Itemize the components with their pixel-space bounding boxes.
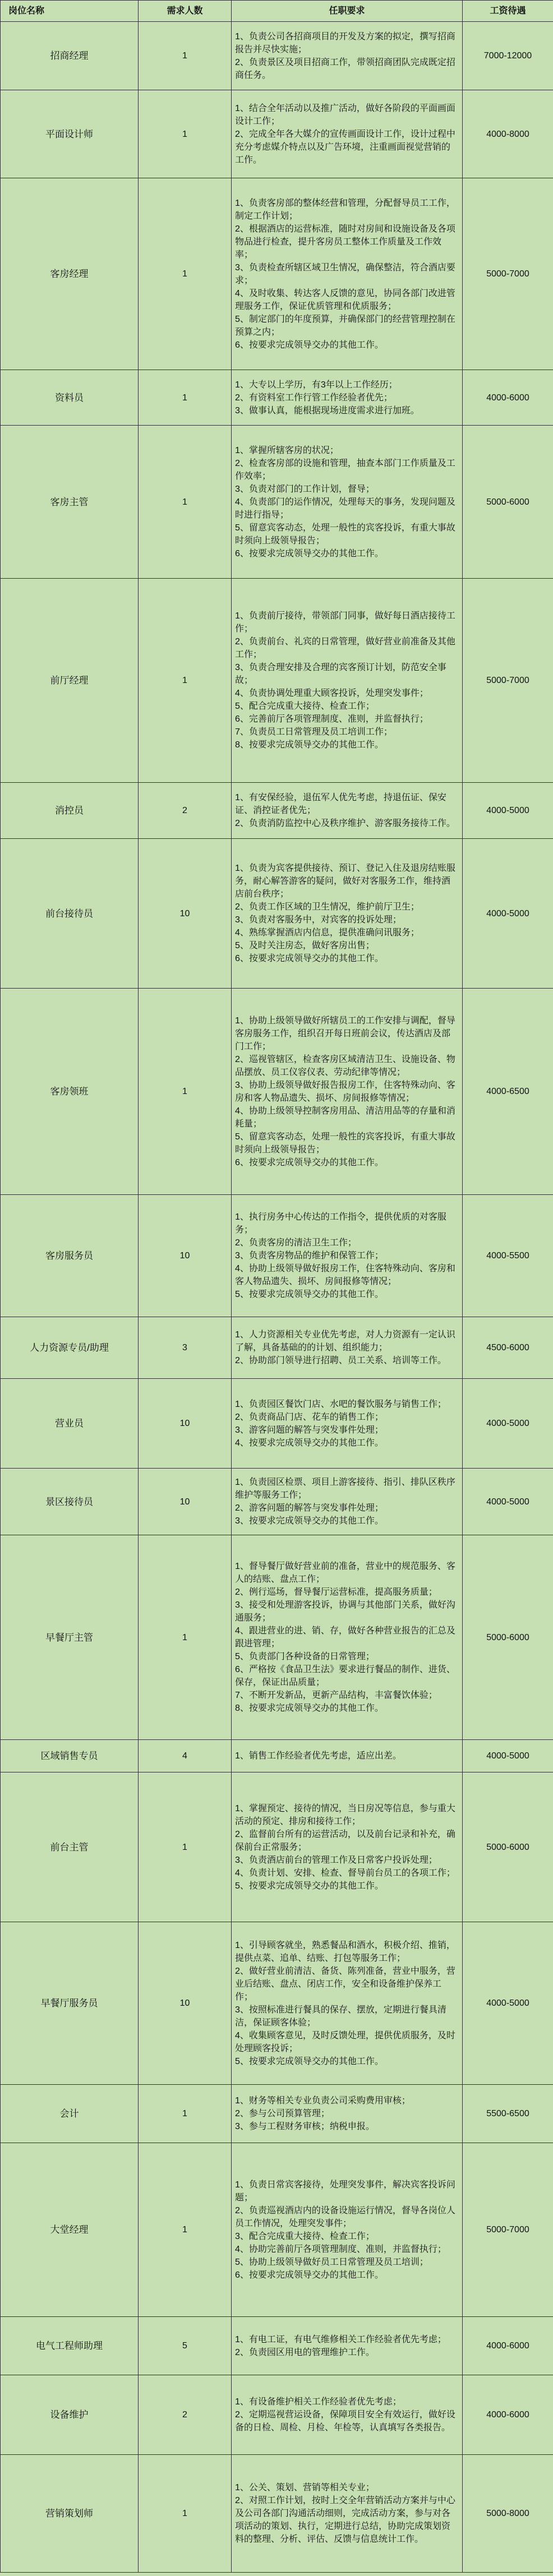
position-row [1,1195,553,1317]
position-title: 景区接待员 [1,1469,139,1535]
requirement-item: 2、负责商品门店、花车的销售工作； [235,1412,384,1422]
requirements-cell [232,1772,463,1922]
requirement-item: 3、负责合理安排及合理的宾客预订计划，防范安全事故； [235,663,446,685]
requirement-item: 1、公关、策划、营销等相关专业； [235,2483,375,2492]
requirements-cell [232,178,463,370]
requirement-item: 1、督导餐厅做好营业前的准备，营业中的规范服务、客人的结账、盘点工作； [235,1562,455,1584]
headcount: 1 [139,370,232,426]
salary: 4000-5000 [463,839,553,989]
position-title: 招商经理 [1,22,139,90]
position-title: 前台接待员 [1,839,139,989]
position-title: 资料员 [1,370,139,426]
requirement-item: 5、按要求完成领导交办的其他工作。 [235,1881,384,1891]
requirement-item: 3、按照标准进行餐具的保存、摆放，定期进行餐具清洁，保证顾客体验； [235,2005,446,2028]
position-title: 人力资源专员/助理 [1,1317,139,1379]
position-row [1,579,553,783]
requirement-item: 5、按要求完成领导交办的其他工作。 [235,1290,384,1299]
headcount: 1 [139,2085,232,2143]
requirement-item: 2、定期巡视营运设备，保障项目安全有效运行，做好设备的日检、周检、月检、年检等，认真填写各类报告。 [235,2410,455,2432]
requirements-cell [232,1922,463,2085]
requirement-item: 6、按要求完成领导交办的其他工作。 [235,954,384,963]
position-title: 营业员 [1,1379,139,1469]
salary: 4000-5000 [463,1740,553,1772]
requirements-cell [232,1740,463,1772]
headcount: 2 [139,2375,232,2455]
requirement-item: 4、负责计划、安排、检查、督导前台员工的各项工作； [235,1868,455,1878]
position-title: 设备维护 [1,2375,139,2455]
requirement-item: 6、按要求完成领导交办的其他工作。 [235,548,384,558]
requirement-item: 3、负责对客服务中，对宾客的投诉处理； [235,915,402,925]
salary: 5000-7000 [463,579,553,783]
salary: 4500-6000 [463,1317,553,1379]
salary: 4000-5500 [463,1195,553,1317]
requirement-item: 4、负责协调处理重大顾客投诉，处理突发事件； [235,689,428,698]
requirement-item: 2、负责前台、礼宾的日常管理，做好营业前准备及其他工作； [235,637,455,659]
requirement-item: 2、做好营业前清洁、备货、陈列准备，营业中服务，营业后结账、盘点、闭店工作，安全和设备维护保养工作； [235,1966,455,2002]
requirement-item: 1、有电工证，有电气维修相关工作经验者优先考虑； [235,2334,446,2344]
requirement-item: 3、按要求完成领导交办的其他工作。 [235,1516,384,1526]
requirements-cell [232,370,463,426]
salary: 5500-6500 [463,2085,553,2143]
requirement-item: 3、接受和处理游客投诉，协调与其他部门关系，做好沟通服务； [235,1600,455,1623]
requirements-cell [232,2317,463,2375]
salary: 4000-5000 [463,783,553,839]
position-title: 区域销售专员 [1,1740,139,1772]
position-title: 消控员 [1,783,139,839]
requirement-item: 1、财务等相关专业负责公司采购费用审核； [235,2096,411,2106]
requirement-item: 6、按要求完成领导交办的其他工作。 [235,340,384,350]
requirement-item: 7、负责员工日常管理及员工培训工作； [235,727,393,737]
position-title: 客房领班 [1,989,139,1195]
position-row [1,90,553,178]
requirement-item: 4、熟练掌握酒店内信息，提供准确问讯服务； [235,928,420,938]
requirement-item: 3、负责对部门的工作计划，督导； [235,484,375,494]
requirement-item: 2、完成全年各大媒介的宣传画面设计工作，设计过程中充分考虑媒介特点以及广告环境，注重画面视觉营销的工作。 [235,129,455,165]
requirement-item: 6、严格按《食品卫生法》要求进行餐品的制作、进货、保存，保证出品质量； [235,1665,455,1687]
requirement-item: 1、掌握所辖客房的状况； [235,445,339,455]
requirement-item: 2、根据酒店的运营标准，随时对房间和设施设备及各项物品进行检查，提升客房员工整体工作质量及工作效率； [235,224,455,260]
position-title: 客房服务员 [1,1195,139,1317]
requirement-item: 8、按要求完成领导交办的其他工作。 [235,1704,384,1713]
headcount: 1 [139,2455,232,2573]
requirement-item: 1、有安保经验，退伍军人优先考虑，持退伍证、保安证、消控证者优先； [235,793,446,815]
requirement-item: 5、留意宾客动态，处理一般性的宾客投诉，有重大事故时须向上级领导报告； [235,523,455,546]
salary: 4000-6000 [463,2375,553,2455]
requirement-item: 1、掌握预定、接待的情况，当日房况等信息，参与重大活动的预定、排房和接待工作； [235,1803,455,1826]
salary: 4000-6500 [463,989,553,1195]
headcount: 10 [139,1195,232,1317]
position-title: 营销策划师 [1,2455,139,2573]
requirement-item: 4、收集顾客意见，及时反馈处理，提供优质服务，及时处理顾客投诉； [235,2030,455,2053]
requirement-item: 5、协助上级领导做好员工日常管理及员工培训； [235,2257,428,2267]
position-title: 会计 [1,2085,139,2143]
requirement-item: 1、有设备维护相关工作经验者优先考虑； [235,2397,402,2407]
requirement-item: 1、负责园区检票、项目上游客接待、指引、排队区秩序维护等服务工作； [235,1478,455,1500]
headcount: 10 [139,1922,232,2085]
requirements-cell [232,989,463,1195]
requirement-item: 7、不断开发新品，更新产品结构，丰富餐饮体验； [235,1691,437,1700]
requirement-item: 2、参与公司预算管理； [235,2109,330,2118]
position-title: 早餐厅服务员 [1,1922,139,2085]
position-title: 客房经理 [1,178,139,370]
requirement-item: 1、负责客房部的整体经营和管理，分配督导员工工作，制定工作计划； [235,198,455,221]
headcount: 1 [139,90,232,178]
requirement-item: 4、按要求完成领导交办的其他工作。 [235,1438,384,1448]
requirement-item: 2、负责景区及项目招商工作，带领招商团队完成既定招商任务。 [235,57,455,80]
salary: 5000-6000 [463,1772,553,1922]
requirements-cell [232,2455,463,2573]
requirements-cell [232,783,463,839]
requirement-item: 3、游客问题的解答与突发事件处理； [235,1425,384,1435]
requirement-item: 1、负责公司各招商项目的开发及方案的拟定，撰写招商报告并尽快实施； [235,31,455,54]
requirement-item: 2、负责消防监控中心及秩序维护、游客服务接待工作。 [235,819,455,828]
requirement-item: 4、负责部门的运作情况，处理每天的事务，发现问题及时进行指导； [235,497,455,520]
requirement-item: 3、负责客房物品的维护和保管工作； [235,1251,384,1261]
requirements-cell [232,2143,463,2317]
requirement-item: 3、负责检查所辖区域卫生情况，确保整洁，符合酒店要求； [235,262,455,285]
headcount: 10 [139,839,232,989]
position-row [1,1317,553,1379]
requirements-cell [232,1535,463,1740]
requirement-item: 1、执行房务中心传达的工作指令，提供优质的对客服务； [235,1212,446,1235]
header-row [1,1,553,22]
requirement-item: 2、负责工作区域的卫生情况，维护前厅卫生； [235,902,420,912]
requirement-item: 4、跟进营业的进、销、存，做好各种营业报告的汇总及跟进管理； [235,1626,455,1649]
requirement-item: 4、协助完善前厅各项管理制度、准则，并监督执行； [235,2244,446,2254]
position-title: 电气工程师助理 [1,2317,139,2375]
requirement-item: 2、负责巡视酒店内的设备设施运行情况，督导各岗位人员工作情况，处理突发事件； [235,2205,455,2228]
salary: 5000-8000 [463,2455,553,2573]
headcount: 2 [139,783,232,839]
salary: 4000-6000 [463,370,553,426]
position-row [1,178,553,370]
headcount: 3 [139,1317,232,1379]
requirement-item: 2、游客问题的解答与突发事件处理； [235,1503,384,1513]
position-row [1,2085,553,2143]
position-title: 早餐厅主管 [1,1535,139,1740]
requirement-item: 2、负责客房的清洁卫生工作； [235,1238,357,1248]
requirement-item: 1、销售工作经验者优先考虑，适应出差。 [235,1751,402,1761]
position-row [1,1379,553,1469]
position-row [1,2375,553,2455]
salary: 5000-6000 [463,426,553,579]
headcount: 10 [139,1469,232,1535]
requirement-item: 1、结合全年活动以及推广活动，做好各阶段的平面画面设计工作； [235,103,455,126]
header-position: 岗位名称 [1,1,139,22]
position-title: 前厅经理 [1,579,139,783]
headcount: 1 [139,579,232,783]
requirement-item: 3、协助上级领导做好报告报房工作，住客特殊动向、客房和客人物品遗失、损坏、房间报修等情况； [235,1080,455,1103]
headcount: 1 [139,2143,232,2317]
salary: 4000-5000 [463,1922,553,2085]
position-row [1,2455,553,2573]
requirements-cell [232,1469,463,1535]
position-row [1,1772,553,1922]
requirement-item: 2、检查客房部的设施和管理，抽查本部门工作质量及工作效率； [235,458,455,481]
position-row [1,2317,553,2375]
requirement-item: 6、按要求完成领导交办的其他工作。 [235,2270,384,2280]
requirement-item: 3、配合完成重大接待、检查工作； [235,2231,375,2241]
header-salary: 工资待遇 [463,1,553,22]
position-row [1,1535,553,1740]
salary: 4000-5000 [463,1379,553,1469]
headcount: 1 [139,1535,232,1740]
requirement-item: 1、大专以上学历，有3年以上工作经历； [235,380,398,390]
requirement-item: 2、巡视管辖区，检查客房区域清洁卫生、设施设备、物品摆放、员工仪容仪表、劳动纪律等情况； [235,1054,455,1077]
salary: 7000-12000 [463,22,553,90]
requirement-item: 4、协助上级领导控制客房用品、清洁用品等的存量和消耗量； [235,1106,455,1129]
requirements-cell [232,22,463,90]
position-title: 大堂经理 [1,2143,139,2317]
requirement-item: 4、及时收集、转达客人反馈的意见，协同各部门改进管理服务工作，保证优质管理和优质服务； [235,288,455,311]
salary: 4000-6000 [463,2317,553,2375]
salary: 5000-7000 [463,2143,553,2317]
requirement-item: 8、按要求完成领导交办的其他工作。 [235,740,384,750]
position-row [1,989,553,1195]
position-row [1,426,553,579]
salary: 4000-5000 [463,1469,553,1535]
salary: 5000-7000 [463,178,553,370]
requirement-item: 6、按要求完成领导交办的其他工作。 [235,1157,384,1167]
requirement-item: 6、完善前厅各项管理制度、准则，并监督执行； [235,714,428,724]
position-title: 客房主管 [1,426,139,579]
position-title: 平面设计师 [1,90,139,178]
requirement-item: 2、协助部门领导进行招聘、员工关系、培训等工作。 [235,1356,446,1365]
positions-body [1,22,553,2573]
requirement-item: 5、及时关注房态，做好客房出售； [235,941,375,950]
requirement-item: 3、做事认真，能根据现场进度需求进行加班。 [235,405,420,416]
header-headcount: 需求人数 [139,1,232,22]
requirement-item: 5、配合完成重大接待、检查工作； [235,701,375,711]
requirement-item: 1、负责园区餐饮门店、水吧的餐饮服务与销售工作； [235,1399,446,1409]
position-row [1,839,553,989]
header-requirements: 任职要求 [232,1,463,22]
requirements-cell [232,1195,463,1317]
requirements-cell [232,2375,463,2455]
requirements-cell [232,579,463,783]
position-row [1,2143,553,2317]
requirement-item: 5、留意宾客动态，处理一般性的宾客投诉，有重大事故时须向上级领导报告； [235,1132,455,1155]
headcount: 1 [139,426,232,579]
requirements-cell [232,1317,463,1379]
headcount: 1 [139,989,232,1195]
requirements-cell [232,2085,463,2143]
headcount: 1 [139,1772,232,1922]
requirement-item: 3、负责酒店前台的管理工作及日常客户投诉处理； [235,1855,437,1865]
requirement-item: 2、例行巡场，督导餐厅运营标准，提高服务质量； [235,1587,437,1597]
requirements-cell [232,90,463,178]
requirement-item: 5、制定部门的年度预算，并确保部门的经营管理控制在预算之内； [235,314,455,337]
position-row [1,370,553,426]
requirement-item: 3、参与工程财务审核；纳税申报。 [235,2122,375,2131]
salary: 5000-6000 [463,1535,553,1740]
position-row [1,22,553,90]
requirement-item: 1、负责为宾客提供接待、预订、登记入住及退房结账服务，耐心解答游客的疑问，做好对客服务工作，维持酒店前台秩序； [235,864,455,899]
position-row [1,1922,553,2085]
requirements-cell [232,426,463,579]
position-row [1,783,553,839]
requirement-item: 1、负责日常宾客接待，处理突发事件，解决宾客投诉问题； [235,2180,455,2203]
headcount: 1 [139,178,232,370]
requirement-item: 1、协助上级领导做好所辖员工的工作安排与调配，督导客房服务工作，组织召开每日班前会议，传达酒店及部门工作； [235,1015,455,1051]
requirement-item: 4、协助上级领导做好报房工作，住客特殊动向、客房和客人物品遗失、损坏、房间报修等情况； [235,1264,455,1286]
table-header [1,1,553,22]
position-row [1,1740,553,1772]
requirement-item: 2、对照工作计划，按时上交全年营销活动方案并与中心及公司各部门沟通活动细则，完成活动方案，参与对各项活动的策划、执行，定期进行总结，协助完成策划资料的整理、分析、评估、反馈与信息统计工作。 [235,2496,455,2544]
requirement-item: 1、负责前厅接待，带领部门同事，做好每日酒店接待工作； [235,611,455,634]
requirement-item: 5、负责部门各种设备的日常管理； [235,1652,375,1661]
headcount: 10 [139,1379,232,1469]
headcount: 5 [139,2317,232,2375]
requirement-item: 5、按要求完成领导交办的其他工作。 [235,2056,384,2066]
requirements-cell [232,1379,463,1469]
requirements-cell [232,839,463,989]
headcount: 4 [139,1740,232,1772]
position-title: 前台主管 [1,1772,139,1922]
requirement-item: 1、引导顾客就坐，熟悉餐品和酒水，积极介绍、推销，提供点菜、追单、结账、打包等服务工作； [235,1940,455,1963]
requirement-item: 1、人力资源相关专业优先考虑，对人力资源有一定认识了解，具备基础的的计划、组织能力； [235,1330,455,1352]
requirement-item: 2、负责园区用电的管理维护工作。 [235,2347,375,2357]
requirement-item: 2、有资料室工作行管工作经验者优先； [235,393,393,403]
position-row [1,1469,553,1535]
salary: 4000-8000 [463,90,553,178]
headcount: 1 [139,22,232,90]
requirement-item: 2、监督前台所有的运营活动，以及前台记录和补充，确保前台正常服务； [235,1829,455,1852]
